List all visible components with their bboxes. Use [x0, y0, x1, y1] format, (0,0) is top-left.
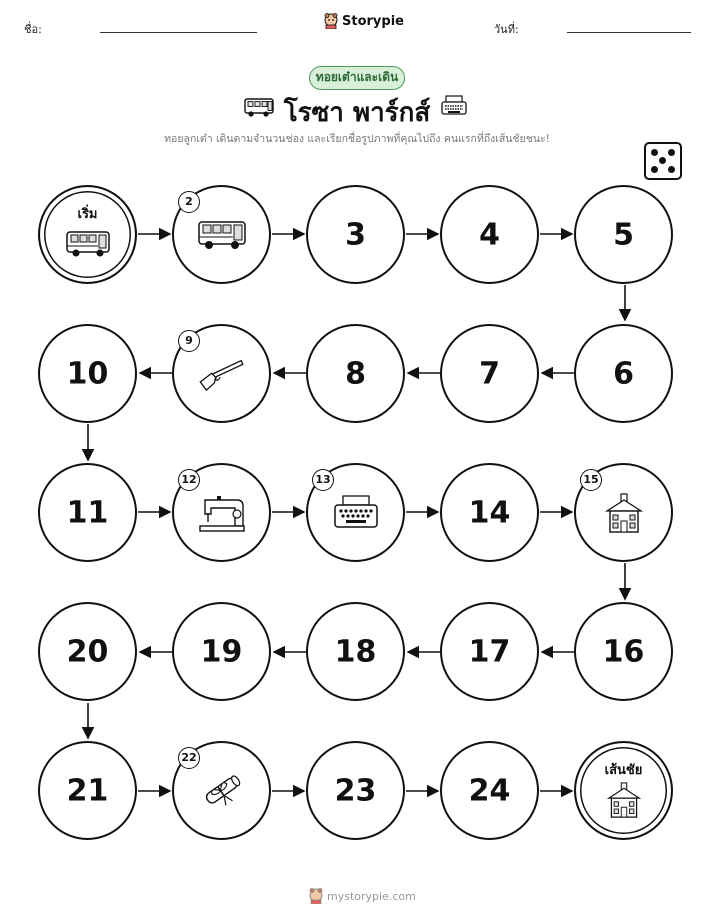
board-space-24[interactable]: 24	[440, 741, 539, 840]
board-space-11[interactable]: 11	[38, 463, 137, 562]
board-space-14[interactable]: 14	[440, 463, 539, 562]
sewing-machine-icon	[197, 492, 247, 534]
space-number-badge: 2	[178, 191, 200, 213]
board-space-13[interactable]	[306, 463, 405, 562]
board-space-12[interactable]	[172, 463, 271, 562]
start-label: เริ่ม	[77, 207, 98, 222]
name-label: ชื่อ:	[24, 23, 42, 36]
board-space-18[interactable]: 18	[306, 602, 405, 701]
finish-space[interactable]	[574, 741, 673, 840]
space-number-badge: 15	[580, 469, 602, 491]
board-space-7[interactable]: 7	[440, 324, 539, 423]
rifle-icon	[197, 356, 247, 392]
board-space-2[interactable]	[172, 185, 271, 284]
footer-url[interactable]: mystorypie.com	[327, 889, 416, 903]
space-number-badge: 12	[178, 469, 200, 491]
board-space-8[interactable]: 8	[306, 324, 405, 423]
board-space-20[interactable]: 20	[38, 602, 137, 701]
game-type-pill: ทอยเต๋าและเดิน	[309, 66, 405, 90]
board-space-5[interactable]: 5	[574, 185, 673, 284]
board-space-3[interactable]: 3	[306, 185, 405, 284]
board-space-16[interactable]: 16	[574, 602, 673, 701]
typewriter-icon	[331, 493, 381, 533]
board-space-4[interactable]: 4	[440, 185, 539, 284]
brand-name: Storypie	[342, 13, 404, 29]
finish-label: เส้นชัย	[604, 763, 643, 778]
space-number-badge: 9	[178, 330, 200, 352]
board-space-22[interactable]	[172, 741, 271, 840]
footer	[309, 888, 416, 904]
board-space-6[interactable]: 6	[574, 324, 673, 423]
date-label: วันที่:	[494, 23, 519, 36]
board-space-19[interactable]: 19	[172, 602, 271, 701]
schoolhouse-icon	[604, 491, 644, 535]
instructions: ทอยลูกเต๋า เดินตามจำนวนช่อง และเรียกชื่อรูปภาพที่คุณไปถึง คนแรกที่ถึงเส้นชัยชนะ!	[164, 133, 550, 145]
board-space-10[interactable]: 10	[38, 324, 137, 423]
board-space-17[interactable]: 17	[440, 602, 539, 701]
board-space-21[interactable]: 21	[38, 741, 137, 840]
space-number-badge: 22	[178, 747, 200, 769]
bus-icon	[64, 229, 112, 259]
diploma-scroll-icon	[199, 769, 245, 813]
storypie-logo-icon	[309, 888, 323, 904]
page-title: โรซา พาร์กส์	[283, 98, 431, 128]
space-number-badge: 13	[312, 469, 334, 491]
board-space-23[interactable]: 23	[306, 741, 405, 840]
board-space-15[interactable]	[574, 463, 673, 562]
bus-icon	[196, 219, 248, 251]
board-space-9[interactable]	[172, 324, 271, 423]
start-space[interactable]	[38, 185, 137, 284]
schoolhouse-icon	[606, 780, 642, 820]
